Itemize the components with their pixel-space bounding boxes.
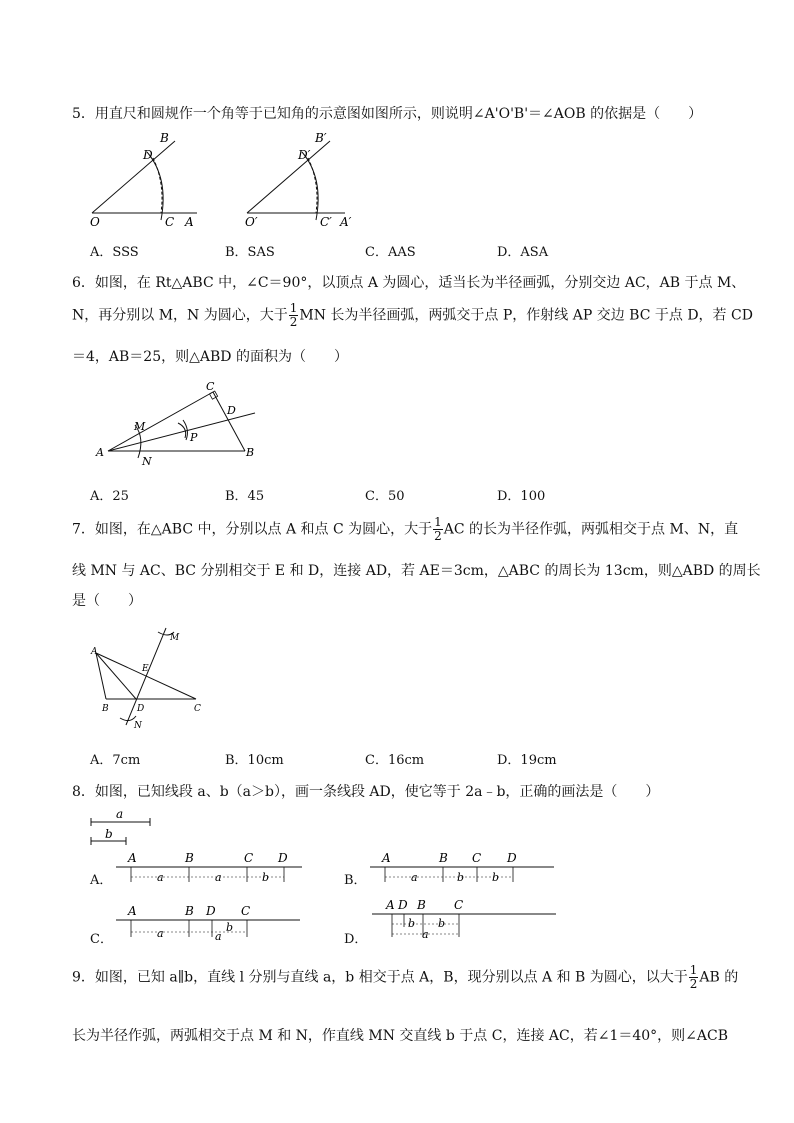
- q6-line2-part1: N，再分别以 M，N 为圆心，大于: [72, 307, 288, 324]
- q7-label-A: A: [91, 647, 98, 657]
- q6-figure: [90, 378, 265, 468]
- q6-fraction: $\frac{1}{2}$: [289, 301, 298, 329]
- q8-a-seg-2: a: [215, 871, 222, 884]
- q8-b-point-2: B: [439, 851, 448, 865]
- q6-stem-line2: [72, 302, 753, 329]
- q6-option-a[interactable]: A．25: [90, 489, 129, 504]
- q5-option-a[interactable]: A．SSS: [90, 245, 139, 260]
- q8-a-point-3: C: [244, 851, 254, 865]
- q5-option-c[interactable]: C．AAS: [365, 245, 416, 260]
- q9-line1-part1: 9．如图，已知 a∥b，直线 l 分别与直线 a，b 相交于点 A，B，现分别以点 A 和 B 为圆心，以大于: [72, 969, 688, 986]
- q7-fraction: $\frac{1}{2}$: [434, 515, 442, 543]
- q7-label-N: N: [134, 721, 142, 730]
- q8-option-d[interactable]: D．: [344, 932, 368, 947]
- q8-c-point-1: A: [128, 904, 137, 918]
- q6-label-C: C: [206, 380, 215, 393]
- q8-d-point-4: C: [454, 898, 464, 912]
- q6-line2-part2: MN 长为半径画弧，两弧交于点 P，作射线 AP 交边 BC 于点 D，若 CD: [299, 307, 753, 324]
- q8-c-seg-1: a: [157, 927, 164, 940]
- q8-option-a-figure: [116, 850, 306, 886]
- q6-option-d[interactable]: D．100: [497, 489, 546, 504]
- q6-stem-line3: ＝4，AB＝25，则△ABD 的面积为（ ）: [72, 349, 348, 365]
- q8-d-seg-3: b: [438, 917, 446, 930]
- q8-a-seg-1: a: [157, 871, 164, 884]
- q8-d-seg-1: b: [408, 917, 416, 930]
- q5-stem: 5．用直尺和圆规作一个角等于已知角的示意图如图所示，则说明∠A'O'B'＝∠AOB 的依据是（ ）: [72, 106, 703, 122]
- q8-b-seg-1: a: [411, 871, 418, 884]
- q8-option-b-figure: [370, 850, 560, 886]
- q6-option-c[interactable]: C．50: [365, 489, 405, 504]
- q8-stem: 8．如图，已知线段 a、b（a＞b），画一条线段 AD，使它等于 2a﹣b，正确的画法是（ ）: [72, 784, 660, 800]
- q8-given-label-b: b: [105, 827, 113, 841]
- q8-option-c-figure: [116, 902, 306, 942]
- q7-option-b[interactable]: B．10cm: [225, 753, 284, 768]
- q8-option-c[interactable]: C．: [90, 932, 113, 947]
- q8-given-label-a: a: [116, 807, 124, 821]
- q8-a-point-1: A: [128, 851, 137, 865]
- q7-stem-line1: [72, 516, 738, 543]
- q5-right-label-D: D′: [298, 148, 311, 162]
- q6-label-P: P: [190, 431, 198, 444]
- q5-left-label-C: C: [165, 215, 175, 229]
- q5-right-label-C: C′: [320, 215, 332, 229]
- q8-option-d-figure: [372, 897, 562, 941]
- q8-b-point-3: C: [472, 851, 482, 865]
- q8-c-point-2: B: [185, 904, 194, 918]
- q8-b-seg-3: b: [492, 871, 500, 884]
- q7-figure: [88, 620, 213, 730]
- q8-given-segments: [88, 805, 158, 845]
- q8-d-seg-2: a: [422, 928, 429, 941]
- q6-label-N: N: [142, 455, 152, 468]
- q7-label-D: D: [137, 704, 145, 714]
- q9-stem-line2: 长为半径作弧，两弧相交于点 M 和 N，作直线 MN 交直线 b 于点 C，连接 AC，若∠1＝40°，则∠ACB: [72, 1028, 729, 1044]
- q7-option-d[interactable]: D．19cm: [497, 753, 557, 768]
- q8-d-point-1: A: [386, 898, 395, 912]
- q6-label-M: M: [134, 420, 146, 433]
- q7-stem-line3: 是（ ）: [72, 593, 142, 609]
- q9-stem-line1: [72, 964, 738, 991]
- q9-line1-part2: AB 的: [699, 969, 739, 986]
- q7-stem-line2: 线 MN 与 AC、BC 分别相交于 E 和 D，连接 AD，若 AE＝3cm，△ABC 的周长为 13cm，则△ABD 的周长: [72, 563, 761, 579]
- q5-left-label-A: A: [185, 215, 194, 229]
- q8-option-a[interactable]: A．: [90, 873, 113, 888]
- q8-d-point-3: B: [417, 898, 426, 912]
- q7-label-B: B: [102, 704, 109, 714]
- q7-label-E: E: [142, 664, 149, 674]
- q8-b-point-1: A: [382, 851, 391, 865]
- q5-option-d[interactable]: D．ASA: [497, 245, 549, 260]
- q5-left-label-B: B: [160, 131, 169, 145]
- q5-left-label-O: O: [90, 215, 100, 229]
- q8-a-point-4: D: [278, 851, 288, 865]
- q5-option-b[interactable]: B．SAS: [225, 245, 275, 260]
- q7-option-c[interactable]: C．16cm: [365, 753, 425, 768]
- q9-fraction: $\frac{1}{2}$: [689, 963, 698, 991]
- q8-a-point-2: B: [185, 851, 194, 865]
- q6-label-D: D: [227, 404, 236, 417]
- q5-right-label-A: A′: [340, 215, 352, 229]
- q7-option-a[interactable]: A．7cm: [90, 753, 141, 768]
- q8-c-seg-3: b: [226, 921, 234, 934]
- q8-c-point-4: C: [241, 904, 251, 918]
- q8-a-seg-3: b: [262, 871, 270, 884]
- q5-right-label-B: B′: [315, 131, 327, 145]
- q8-d-point-2: D: [398, 898, 408, 912]
- q5-right-label-O: O′: [245, 215, 258, 229]
- q7-line1-part2: AC 的长为半径作弧，两弧相交于点 M、N，直: [443, 521, 739, 538]
- q8-option-b[interactable]: B．: [344, 873, 367, 888]
- q7-line1-part1: 7．如图，在△ABC 中，分别以点 A 和点 C 为圆心，大于: [72, 521, 433, 538]
- q8-c-seg-2: a: [215, 930, 222, 942]
- q7-label-C: C: [194, 704, 201, 714]
- q5-figure-right: [240, 128, 365, 230]
- q8-c-point-3: D: [206, 904, 216, 918]
- q8-b-point-4: D: [507, 851, 517, 865]
- q6-stem-line1: 6．如图，在 Rt△ABC 中，∠C＝90°，以顶点 A 为圆心，适当长为半径画弧，分别交边 AC，AB 于点 M、: [72, 275, 746, 291]
- q6-label-A: A: [96, 446, 104, 459]
- q6-option-b[interactable]: B．45: [225, 489, 265, 504]
- q7-label-M: M: [170, 633, 180, 643]
- q8-b-seg-2: b: [457, 871, 465, 884]
- q6-label-B: B: [246, 446, 255, 459]
- q5-figure-left: [85, 128, 205, 230]
- q5-left-label-D: D: [143, 148, 153, 162]
